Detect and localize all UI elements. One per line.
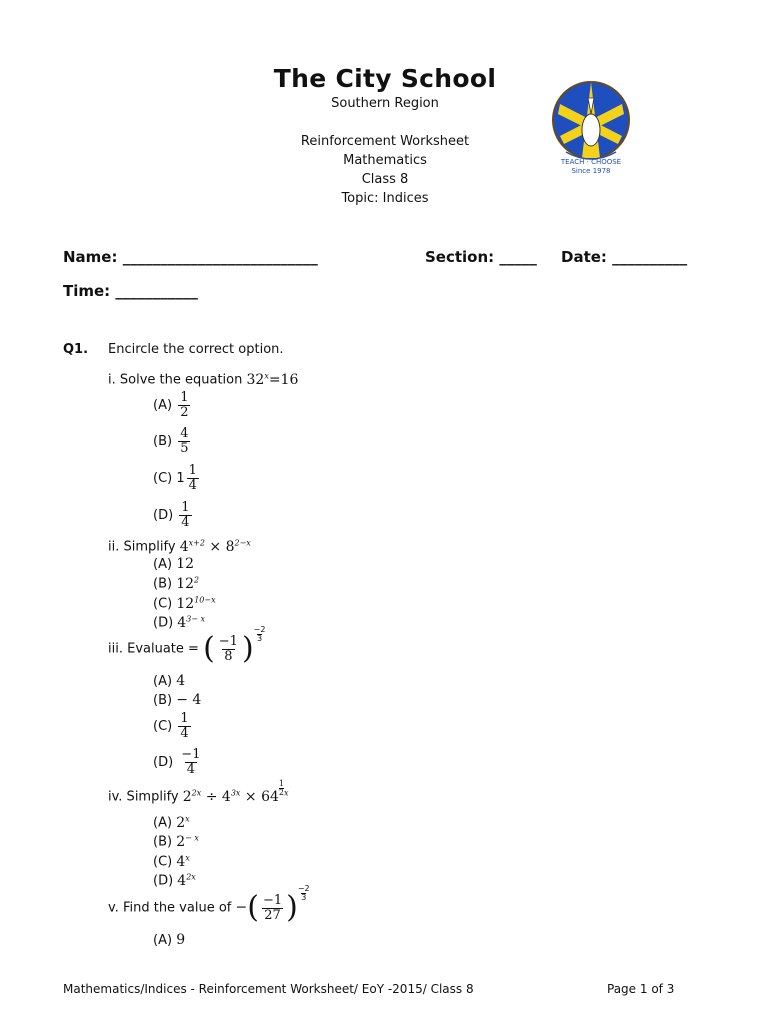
topic-text: Topic: Indices	[341, 191, 429, 206]
worksheet-title: Reinforcement Worksheet	[300, 134, 470, 149]
question-iv	[108, 779, 289, 805]
option-ii-a[interactable]: (A) 12	[153, 556, 195, 572]
date-field[interactable]: Date: __________	[561, 248, 688, 266]
option-ii-c[interactable]: (C) $12^{10-x}$	[153, 595, 216, 612]
question-v: v. Find the value of −( $\frac{-1}{27}$ ) $\frac{-2}{3}$	[108, 884, 310, 925]
option-iii-d[interactable]: (D) $\frac{-1}{4}$	[153, 747, 201, 777]
option-i-d[interactable]: (D) $\frac{1}{4}$	[153, 500, 190, 530]
school-title: The City School	[273, 64, 497, 93]
page-number: Page 1 of 3	[607, 982, 675, 996]
option-iv-b[interactable]: (B) $2^{- x}$	[153, 833, 199, 850]
option-iv-c[interactable]: (C) 4$^x$	[153, 853, 190, 870]
question-ii-expression: $4^{x+2} \times 8^{2-x}$	[179, 538, 251, 555]
option-v-a[interactable]: (A) 9	[153, 932, 186, 948]
question-v-prompt: v. Find the value of	[108, 900, 232, 916]
question-iv-prompt: iv. Simplify	[108, 789, 179, 805]
question-i-equation: $32^x=16$	[246, 371, 299, 388]
svg-text:TEACH · CHOOSE: TEACH · CHOOSE	[560, 158, 622, 166]
svg-text:Since 1978: Since 1978	[571, 167, 611, 175]
option-iii-c[interactable]: (C) $\frac{1}{4}$	[153, 711, 189, 741]
question-number: Q1.	[63, 342, 89, 357]
logo-emblem-icon	[548, 78, 634, 178]
footer-left: Mathematics/Indices - Reinforcement Worksheet/ EoY -2015/ Class 8	[63, 982, 474, 996]
option-i-b[interactable]: (B) $\frac{4}{5}$	[153, 426, 189, 456]
time-field[interactable]: Time: ___________	[63, 282, 198, 300]
school-logo	[548, 78, 634, 178]
option-iv-a[interactable]: (A) 2$^x$	[153, 814, 190, 831]
option-iv-d[interactable]: (D) $4^{2x}$	[153, 872, 196, 889]
option-ii-d[interactable]: (D) $4^{3- x}$	[153, 614, 206, 631]
region-text: Southern Region	[331, 96, 439, 111]
option-iii-b[interactable]: (B) − 4	[153, 692, 202, 708]
question-ii	[108, 538, 251, 555]
option-ii-b[interactable]: (B) $12^2$	[153, 575, 200, 592]
option-i-c[interactable]: (C) 1 $\frac{1}{4}$	[153, 463, 197, 493]
option-iii-a[interactable]: (A) 4	[153, 673, 186, 689]
question-iii-prompt: iii. Evaluate =	[108, 641, 199, 657]
question-iii: iii. Evaluate = ( $\frac{-1}{8}$ ) $\frac{-2}{3}$	[108, 625, 266, 666]
name-field[interactable]: Name: __________________________	[63, 248, 318, 266]
question-ii-prompt: ii. Simplify	[108, 539, 176, 555]
option-i-a[interactable]: (A) $\frac{1}{2}$	[153, 390, 189, 420]
question-i	[108, 371, 298, 388]
question-instruction: Encircle the correct option.	[108, 342, 284, 357]
question-iv-expression: $2^{2x} \div 4^{3x} \times 64$ $\frac{1}{2}$ $^x$	[182, 779, 289, 805]
section-field[interactable]: Section: _____	[425, 248, 537, 266]
class-text: Class 8	[361, 172, 409, 187]
subject-text: Mathematics	[343, 153, 427, 168]
question-i-prompt: i. Solve the equation	[108, 372, 243, 388]
